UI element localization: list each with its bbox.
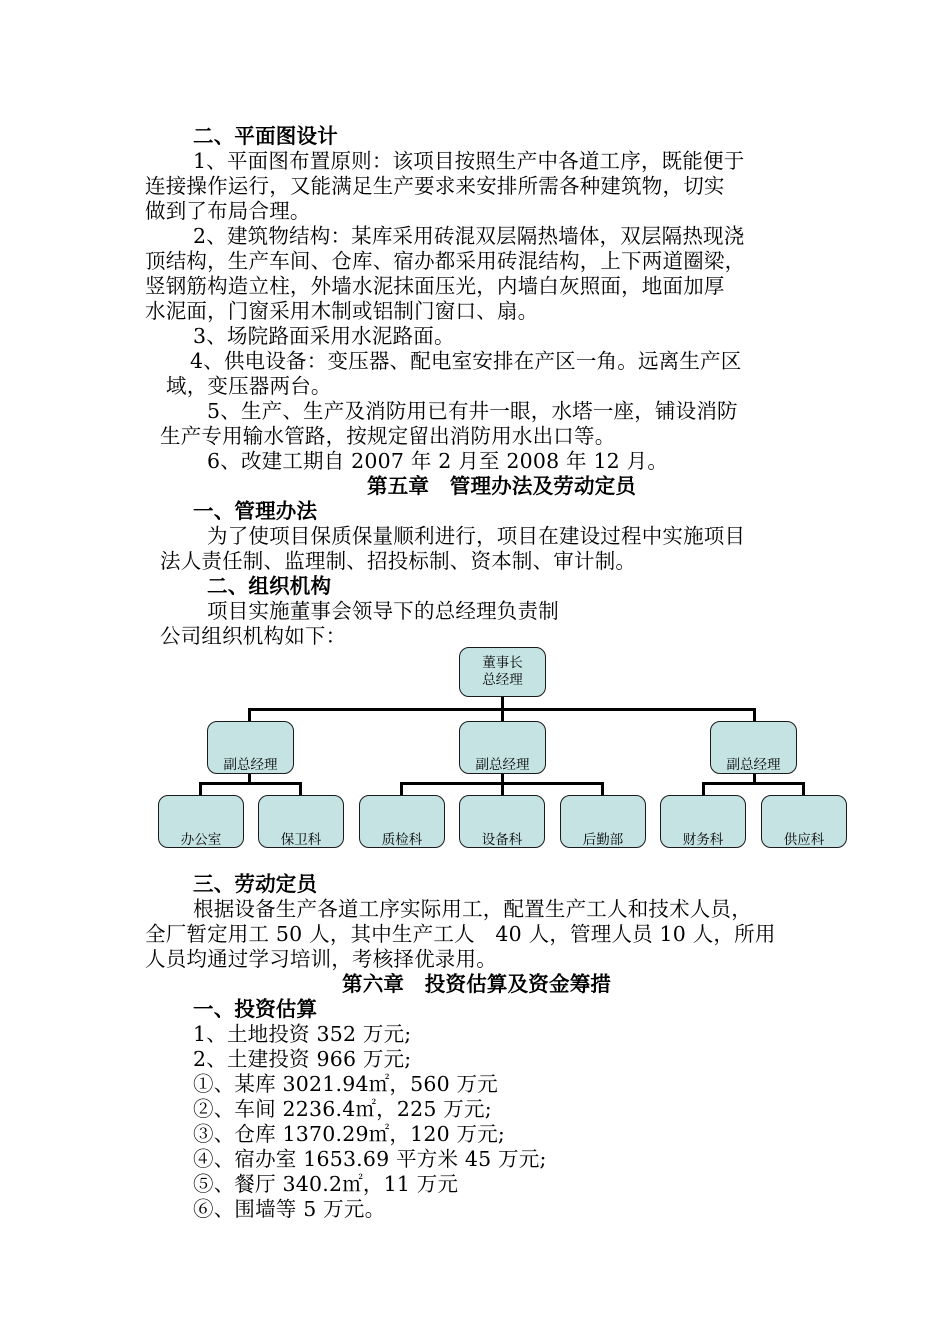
paragraph-line: 做到了布局合理。 [145, 199, 311, 223]
paragraph-line: 人员均通过学习培训，考核择优录用。 [145, 947, 497, 971]
paragraph-line: 法人责任制、监理制、招投标制、资本制、审计制。 [160, 549, 637, 573]
paragraph-line: 竖钢筋构造立柱，外墙水泥抹面压光，内墙白灰照面，地面加厚 [145, 274, 725, 298]
org-box-dept [158, 795, 244, 848]
org-box-dept [761, 795, 847, 848]
paragraph-line: 5、生产、生产及消防用已有井一眼，水塔一座，铺设消防 [207, 399, 738, 423]
list-item: 1、土地投资 352 万元; [193, 1022, 412, 1046]
org-box-vp-label: 副总经理 [726, 757, 781, 773]
paragraph-line: 3、场院路面采用水泥路面。 [193, 324, 455, 348]
list-item: ⑥、围墙等 5 万元。 [193, 1197, 386, 1221]
paragraph-line: 1、平面图布置原则：该项目按照生产中各道工序，既能便于 [193, 149, 745, 173]
paragraph-line: 为了使项目保质保量顺利进行，项目在建设过程中实施项目 [207, 524, 746, 548]
chapter-title: 第五章 管理办法及劳动定员 [367, 474, 637, 498]
connector-line [802, 782, 805, 796]
paragraph-line: 公司组织机构如下： [160, 624, 347, 648]
connector-line [601, 782, 604, 796]
paragraph-line: 2、建筑物结构：某库采用砖混双层隔热墙体，双层隔热现浇 [193, 224, 745, 248]
org-box-dept-label: 质检科 [381, 832, 423, 848]
section-heading-organization: 二、组织机构 [207, 574, 332, 598]
paragraph-line: 项目实施董事会领导下的总经理负责制 [207, 599, 559, 623]
paragraph-line: 全厂暂定用工 50 人，其中生产工人 40 人，管理人员 10 人，所用 [145, 922, 776, 946]
list-item: ③、仓库 1370.29㎡，120 万元; [193, 1122, 506, 1146]
list-item: ⑤、餐厅 340.2㎡，11 万元 [193, 1172, 459, 1196]
org-box-dept [359, 795, 445, 848]
connector-line [400, 782, 403, 796]
paragraph-line: 域，变压器两台。 [166, 374, 332, 398]
org-box-dept-label: 财务科 [682, 832, 724, 848]
org-box-dept [660, 795, 746, 848]
connector-line [199, 782, 302, 785]
connector-line [702, 782, 705, 796]
list-item: ④、宿办室 1653.69 平方米 45 万元; [193, 1147, 547, 1171]
section-heading-labor: 三、劳动定员 [193, 872, 318, 896]
org-box-dept-label: 设备科 [481, 832, 523, 848]
chapter-title: 第六章 投资估算及资金筹措 [342, 972, 612, 996]
org-box-vp [710, 721, 797, 774]
org-box-dept-label: 保卫科 [280, 832, 322, 848]
org-box-vp-label: 副总经理 [223, 757, 278, 773]
list-item: 2、土建投资 966 万元; [193, 1047, 412, 1071]
paragraph-line: 水泥面，门窗采用木制或铝制门窗口、扇。 [145, 299, 539, 323]
connector-line [501, 708, 504, 722]
paragraph-line: 连接操作运行，又能满足生产要求来安排所需各种建筑物，切实 [145, 174, 725, 198]
connector-line [501, 782, 504, 796]
paragraph-line: 顶结构，生产车间、仓库、宿办都采用砖混结构，上下两道圈梁， [145, 249, 746, 273]
org-box-dept [560, 795, 646, 848]
paragraph-line: 根据设备生产各道工序实际用工，配置生产工人和技术人员， [193, 897, 752, 921]
connector-line [248, 708, 251, 722]
connector-line [199, 782, 202, 796]
org-box-vp [459, 721, 546, 774]
list-item: ②、车间 2236.4㎡，225 万元; [193, 1097, 492, 1121]
org-box-dept-label: 供应科 [783, 832, 825, 848]
org-box-dept [258, 795, 344, 848]
org-box-chairman-title: 董事长 [482, 655, 523, 671]
paragraph-line: 生产专用输水管路，按规定留出消防用水出口等。 [160, 424, 616, 448]
org-box-gm-title: 总经理 [482, 672, 523, 688]
org-box-dept [459, 795, 545, 848]
connector-line [702, 782, 805, 785]
paragraph-line: 6、改建工期自 2007 年 2 月至 2008 年 12 月。 [207, 449, 669, 473]
paragraph-line: 4、供电设备：变压器、配电室安排在产区一角。远离生产区 [190, 349, 742, 373]
section-heading-management: 一、管理办法 [193, 499, 318, 523]
org-box-vp-label: 副总经理 [475, 757, 530, 773]
section-heading-plan: 二、平面图设计 [193, 124, 338, 148]
org-box-dept-label: 后勤部 [582, 832, 624, 848]
org-box-vp [207, 721, 294, 774]
section-heading-investment: 一、投资估算 [193, 997, 318, 1021]
list-item: ①、某库 3021.94㎡，560 万元 [193, 1072, 498, 1096]
org-box-dept-label: 办公室 [180, 832, 222, 848]
connector-line [299, 782, 302, 796]
org-box-chairman [459, 647, 546, 697]
connector-line [753, 708, 756, 722]
